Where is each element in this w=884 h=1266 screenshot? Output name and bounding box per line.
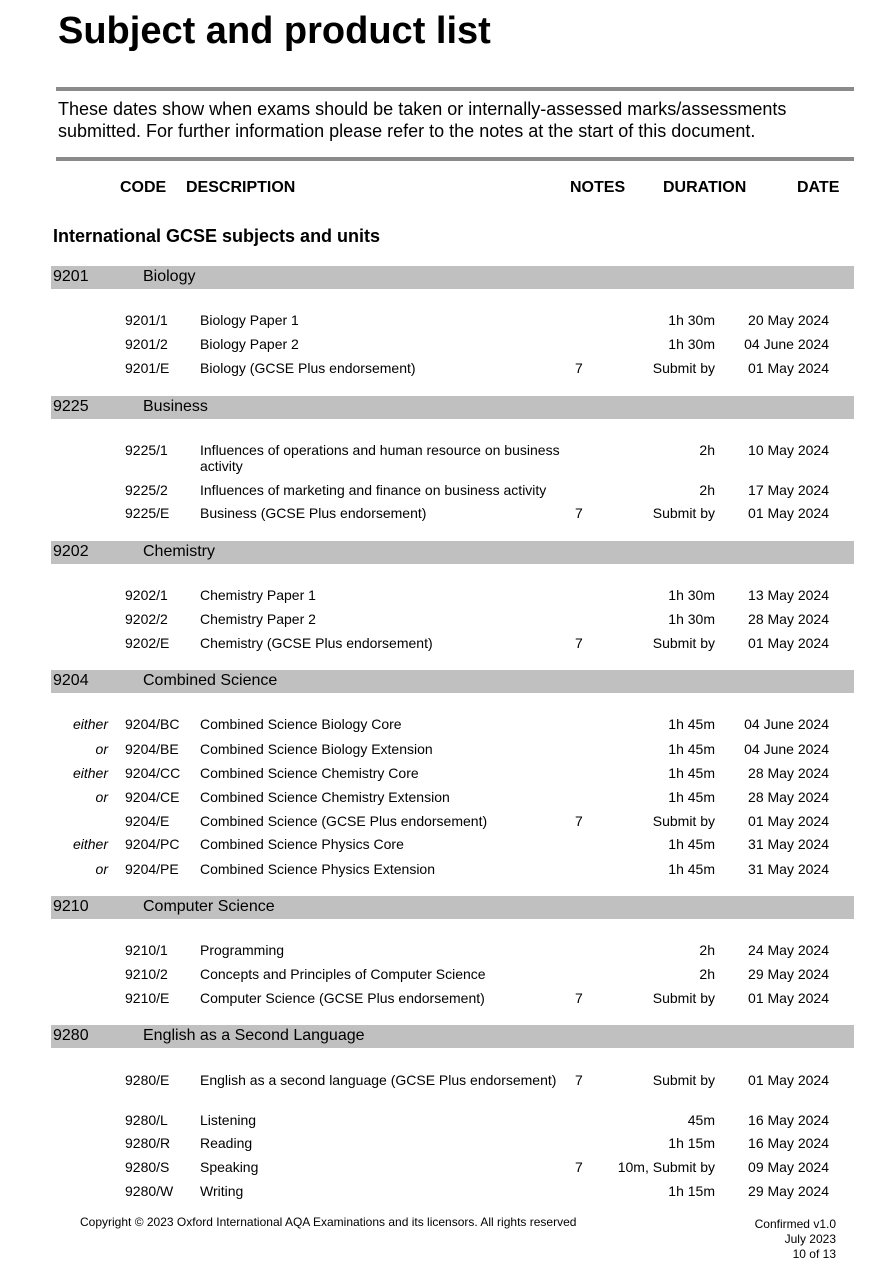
unit-description: Writing — [200, 1183, 244, 1199]
table-row — [0, 360, 884, 382]
unit-duration: 1h 45m — [668, 861, 715, 877]
unit-duration: 2h — [699, 442, 715, 458]
unit-description: Biology Paper 2 — [200, 336, 299, 352]
unit-duration: Submit by — [652, 635, 715, 651]
unit-duration: 10m, Submit by — [617, 1159, 715, 1175]
unit-option-label: or — [95, 741, 108, 757]
unit-option-label: or — [95, 861, 108, 877]
table-row — [0, 442, 884, 474]
unit-date: 28 May 2024 — [748, 611, 829, 627]
unit-date: 10 May 2024 — [748, 442, 829, 458]
subject-name: Chemistry — [143, 543, 216, 560]
unit-code: 9280/R — [125, 1135, 171, 1151]
unit-description: Combined Science Biology Extension — [200, 741, 433, 757]
unit-duration: 1h 15m — [668, 1183, 715, 1199]
unit-description: Combined Science Chemistry Core — [200, 765, 419, 781]
unit-duration: Submit by — [652, 505, 715, 521]
subject-header — [51, 670, 854, 693]
unit-description: English as a second language (GCSE Plus endorsement) — [200, 1072, 557, 1088]
unit-description: Influences of operations and human resource on business activity — [200, 442, 560, 474]
table-row — [0, 836, 884, 858]
unit-code: 9201/2 — [125, 336, 168, 352]
unit-duration: 1h 45m — [668, 789, 715, 805]
unit-date: 04 June 2024 — [744, 336, 829, 352]
table-row — [0, 716, 884, 738]
unit-description: Combined Science (GCSE Plus endorsement) — [200, 813, 488, 829]
unit-code: 9225/E — [125, 505, 170, 521]
unit-code: 9201/E — [125, 360, 170, 376]
unit-duration: 1h 45m — [668, 716, 715, 732]
unit-notes: 7 — [575, 1159, 583, 1175]
unit-code: 9202/1 — [125, 587, 168, 603]
subject-code: 9201 — [53, 268, 89, 285]
bottom-divider — [56, 157, 854, 161]
unit-date: 16 May 2024 — [748, 1135, 829, 1151]
table-row — [0, 765, 884, 787]
unit-description: Reading — [200, 1135, 253, 1151]
unit-code: 9204/E — [125, 813, 170, 829]
subject-name: Computer Science — [143, 898, 275, 915]
unit-date: 29 May 2024 — [748, 1183, 829, 1199]
unit-duration: Submit by — [652, 813, 715, 829]
table-row — [0, 990, 884, 1012]
unit-date: 01 May 2024 — [748, 1072, 829, 1088]
unit-date: 01 May 2024 — [748, 635, 829, 651]
unit-description: Combined Science Physics Core — [200, 836, 404, 852]
unit-description: Business (GCSE Plus endorsement) — [200, 505, 427, 521]
unit-description: Speaking — [200, 1159, 259, 1175]
unit-notes: 7 — [575, 1072, 583, 1088]
unit-description: Influences of marketing and finance on business activity — [200, 482, 547, 498]
column-header-notes: NOTES — [570, 179, 626, 196]
unit-date: 20 May 2024 — [748, 312, 829, 328]
unit-description: Chemistry (GCSE Plus endorsement) — [200, 635, 433, 651]
section-title: International GCSE subjects and units — [53, 226, 381, 246]
copyright-text: Copyright © 2023 Oxford International AQA Examinations and its licensors. All rights reserved — [80, 1215, 577, 1229]
column-header-date: DATE — [797, 179, 840, 196]
table-row — [0, 1183, 884, 1205]
table-row — [0, 1072, 884, 1094]
subject-header — [51, 396, 854, 419]
subject-code: 9225 — [53, 398, 89, 415]
unit-duration: 2h — [699, 966, 715, 982]
subject-code: 9280 — [53, 1027, 89, 1044]
unit-duration: 1h 30m — [668, 312, 715, 328]
unit-code: 9225/1 — [125, 442, 168, 458]
unit-code: 9280/E — [125, 1072, 170, 1088]
unit-date: 31 May 2024 — [748, 861, 829, 877]
unit-code: 9204/BC — [125, 716, 180, 732]
page-number: 10 of 13 — [792, 1247, 836, 1261]
top-divider — [56, 87, 854, 91]
unit-code: 9204/BE — [125, 741, 179, 757]
unit-code: 9204/CC — [125, 765, 181, 781]
unit-description: Combined Science Chemistry Extension — [200, 789, 450, 805]
unit-duration: Submit by — [652, 1072, 715, 1088]
unit-code: 9210/1 — [125, 942, 168, 958]
intro-text: These dates show when exams should be taken or internally-assessed marks/assessments submitted. For further information please refer to the notes at the start of this document. — [58, 99, 787, 141]
unit-duration: 2h — [699, 482, 715, 498]
unit-duration: 1h 15m — [668, 1135, 715, 1151]
unit-description: Chemistry Paper 2 — [200, 611, 316, 627]
document-info — [755, 1217, 836, 1262]
unit-description: Biology (GCSE Plus endorsement) — [200, 360, 416, 376]
table-row — [0, 635, 884, 657]
column-header-code: CODE — [120, 179, 167, 196]
unit-date: 16 May 2024 — [748, 1112, 829, 1128]
table-row — [0, 587, 884, 609]
unit-code: 9204/PC — [125, 836, 180, 852]
table-row — [0, 813, 884, 835]
table-row — [0, 505, 884, 527]
unit-notes: 7 — [575, 505, 583, 521]
page-title: Subject and product list — [58, 10, 491, 52]
unit-date: 13 May 2024 — [748, 587, 829, 603]
version-label: Confirmed v1.0 — [754, 1217, 836, 1231]
subject-code: 9204 — [53, 672, 89, 689]
unit-date: 04 June 2024 — [744, 716, 829, 732]
subject-code: 9210 — [53, 898, 89, 915]
unit-date: 01 May 2024 — [748, 990, 829, 1006]
subject-header — [51, 541, 854, 564]
unit-description: Combined Science Biology Core — [200, 716, 402, 732]
subject-header — [51, 1025, 854, 1048]
unit-date: 28 May 2024 — [748, 789, 829, 805]
unit-duration: 45m — [687, 1112, 715, 1128]
table-row — [0, 966, 884, 988]
unit-code: 9280/W — [125, 1183, 174, 1199]
column-header-duration: DURATION — [663, 179, 747, 196]
unit-date: 28 May 2024 — [748, 765, 829, 781]
subject-name: Combined Science — [143, 672, 278, 689]
unit-code: 9204/PE — [125, 861, 179, 877]
unit-duration: 2h — [699, 942, 715, 958]
unit-date: 29 May 2024 — [748, 966, 829, 982]
unit-notes: 7 — [575, 990, 583, 1006]
table-row — [0, 336, 884, 358]
unit-date: 01 May 2024 — [748, 813, 829, 829]
subject-name: Biology — [143, 268, 196, 285]
unit-option-label: either — [72, 716, 108, 732]
unit-duration: 1h 30m — [668, 336, 715, 352]
unit-description: Computer Science (GCSE Plus endorsement) — [200, 990, 485, 1006]
table-row — [0, 1159, 884, 1181]
unit-code: 9280/L — [125, 1112, 168, 1128]
unit-date: 04 June 2024 — [744, 741, 829, 757]
unit-date: 01 May 2024 — [748, 360, 829, 376]
table-row — [0, 1112, 884, 1134]
unit-notes: 7 — [575, 813, 583, 829]
unit-description: Chemistry Paper 1 — [200, 587, 316, 603]
table-row — [0, 312, 884, 334]
subject-name: Business — [143, 398, 208, 415]
unit-option-label: or — [95, 789, 108, 805]
unit-duration: 1h 45m — [668, 765, 715, 781]
unit-code: 9202/E — [125, 635, 170, 651]
unit-description: Concepts and Principles of Computer Science — [200, 966, 486, 982]
unit-option-label: either — [72, 765, 108, 781]
unit-code: 9280/S — [125, 1159, 170, 1175]
unit-code: 9225/2 — [125, 482, 168, 498]
subject-header — [51, 266, 854, 289]
unit-code: 9210/E — [125, 990, 170, 1006]
version-date: July 2023 — [784, 1232, 836, 1246]
unit-date: 17 May 2024 — [748, 482, 829, 498]
table-row — [0, 942, 884, 964]
unit-duration: Submit by — [652, 360, 715, 376]
unit-date: 24 May 2024 — [748, 942, 829, 958]
unit-duration: 1h 45m — [668, 836, 715, 852]
table-row — [0, 741, 884, 763]
unit-date: 09 May 2024 — [748, 1159, 829, 1175]
unit-duration: 1h 30m — [668, 587, 715, 603]
unit-code: 9202/2 — [125, 611, 168, 627]
unit-code: 9204/CE — [125, 789, 180, 805]
unit-duration: Submit by — [652, 990, 715, 1006]
unit-option-label: either — [72, 836, 108, 852]
table-row — [0, 861, 884, 883]
column-header-description: DESCRIPTION — [186, 179, 296, 196]
unit-date: 01 May 2024 — [748, 505, 829, 521]
unit-description: Programming — [200, 942, 285, 958]
table-row — [0, 789, 884, 811]
unit-code: 9210/2 — [125, 966, 168, 982]
unit-code: 9201/1 — [125, 312, 168, 328]
table-row — [0, 1135, 884, 1157]
subject-code: 9202 — [53, 543, 89, 560]
unit-notes: 7 — [575, 360, 583, 376]
unit-description: Listening — [200, 1112, 257, 1128]
unit-date: 31 May 2024 — [748, 836, 829, 852]
unit-description: Biology Paper 1 — [200, 312, 299, 328]
table-row — [0, 482, 884, 504]
subject-name: English as a Second Language — [143, 1027, 365, 1044]
unit-notes: 7 — [575, 635, 583, 651]
unit-duration: 1h 30m — [668, 611, 715, 627]
subject-header — [51, 896, 854, 919]
unit-duration: 1h 45m — [668, 741, 715, 757]
table-row — [0, 611, 884, 633]
unit-description: Combined Science Physics Extension — [200, 861, 436, 877]
